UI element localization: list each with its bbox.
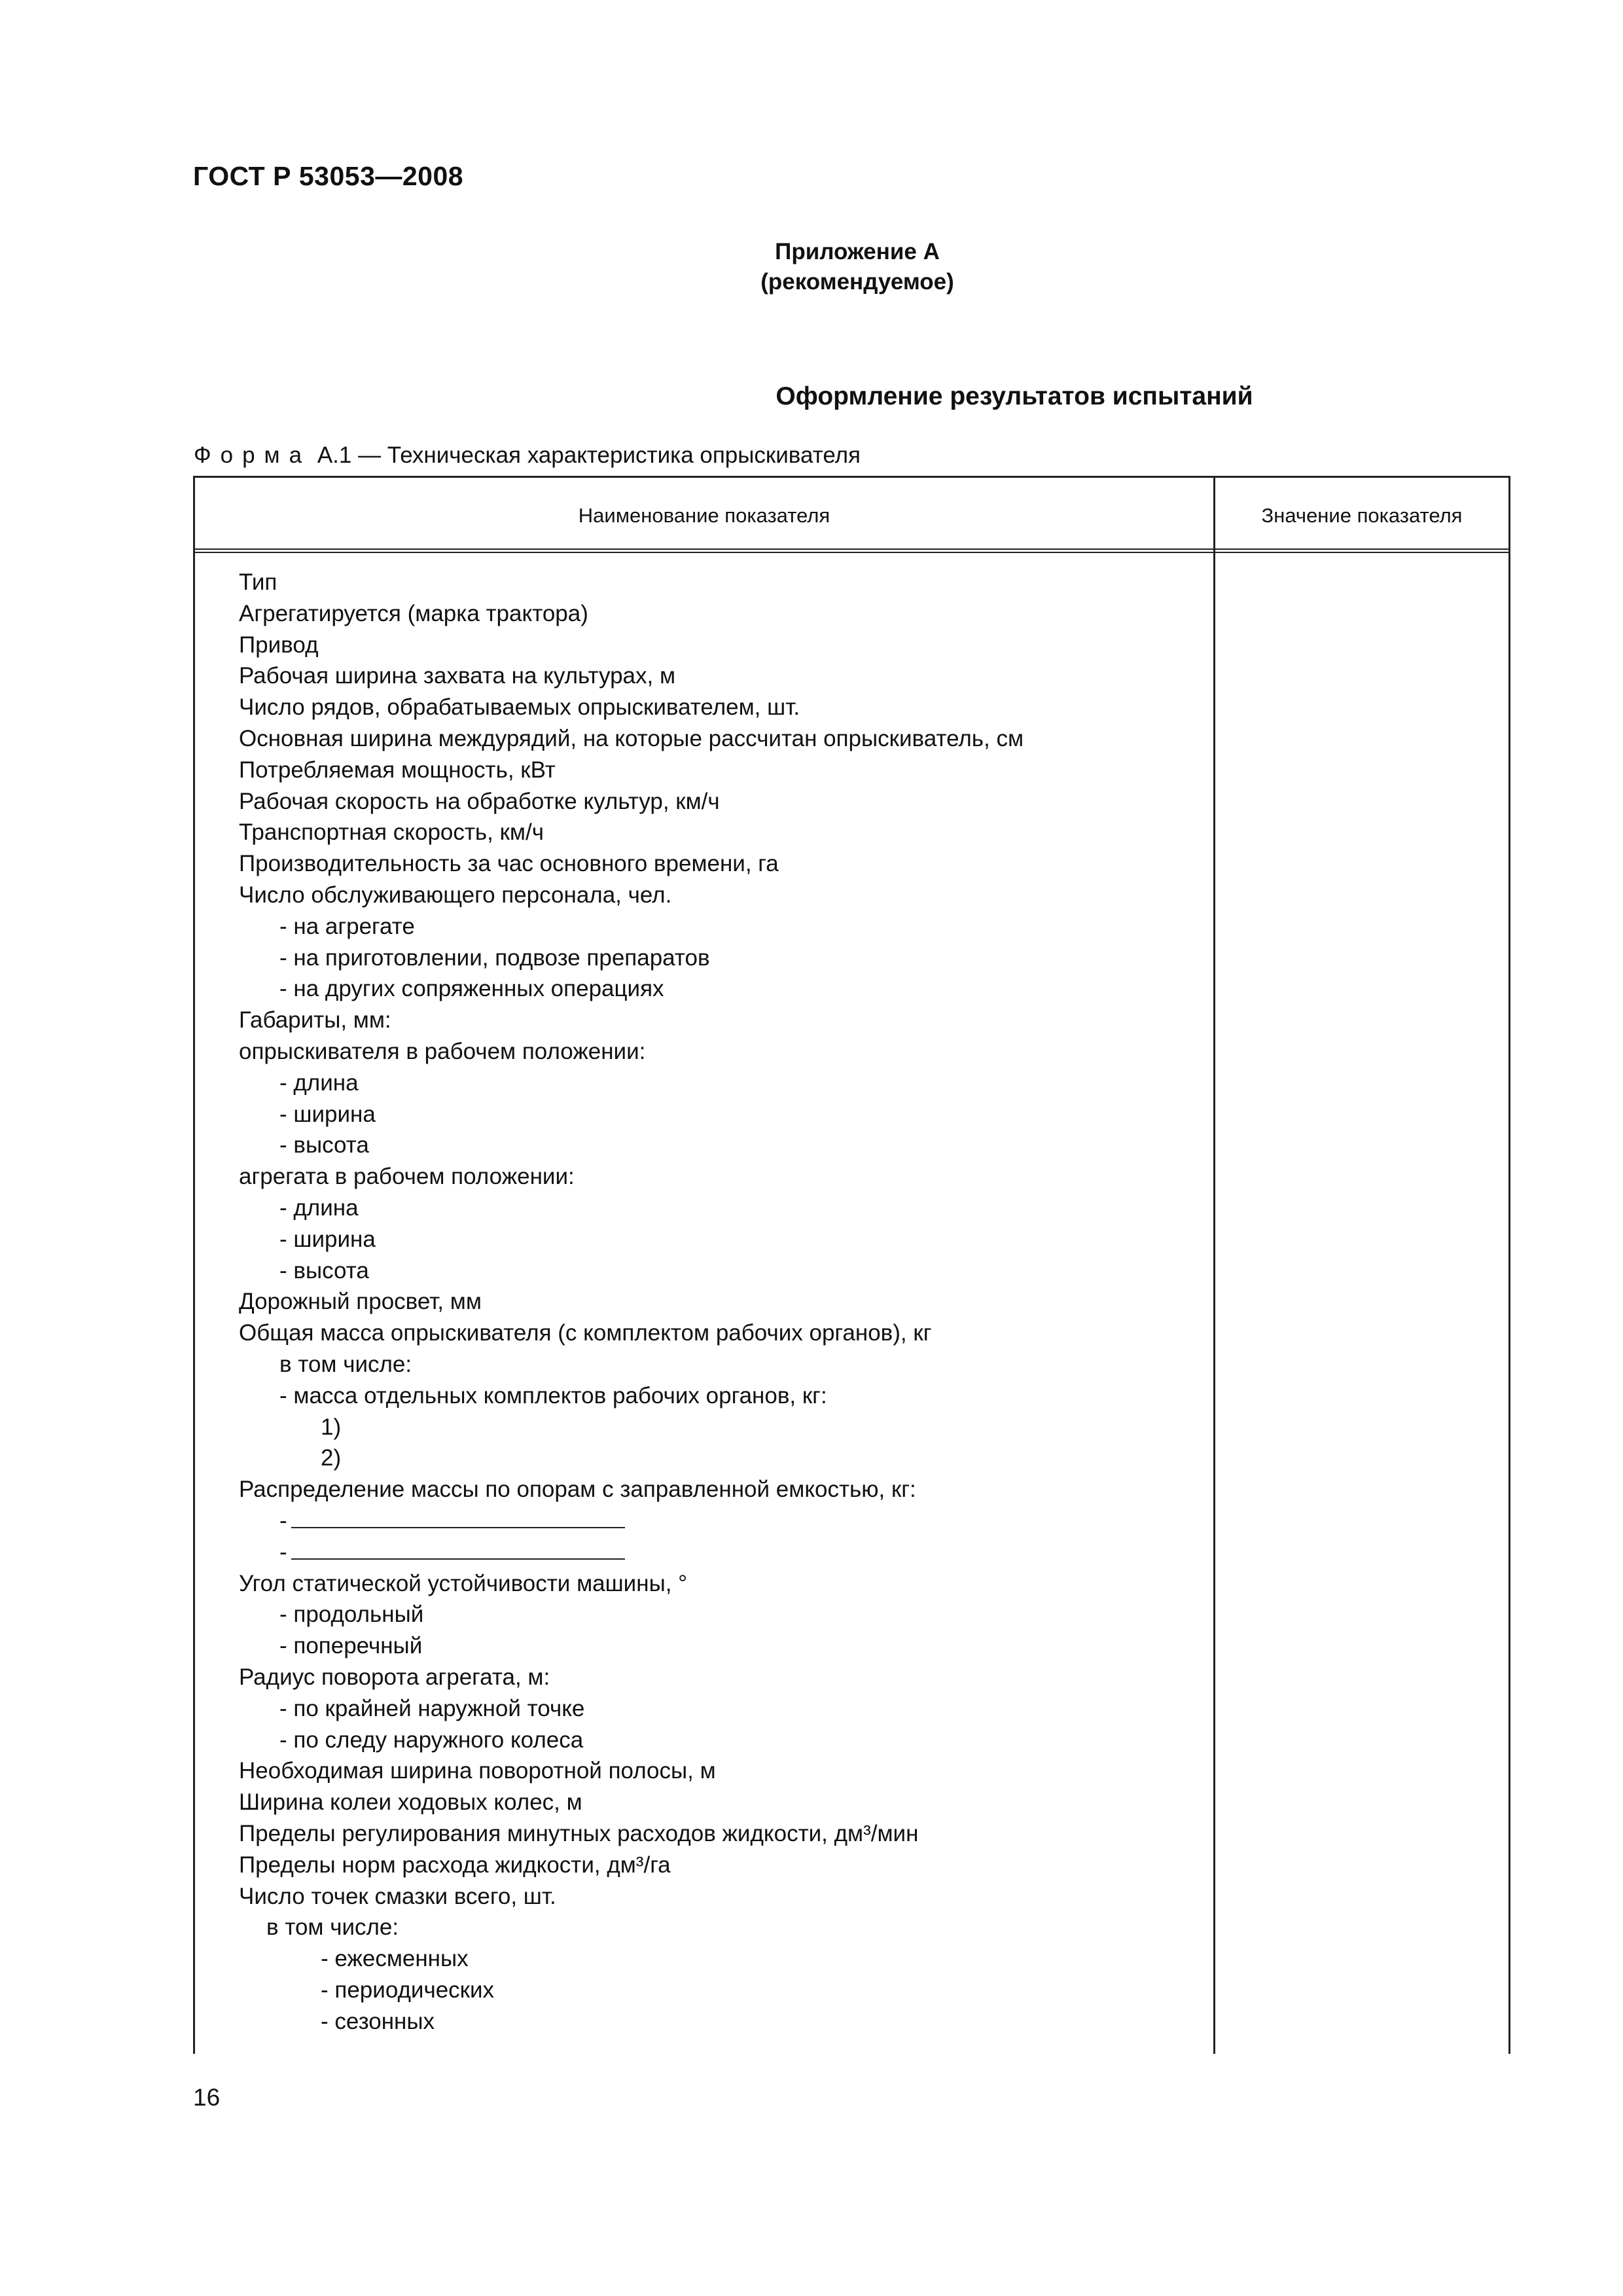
row-label: Число обслуживающего персонала, чел. (239, 882, 672, 908)
row-label: Рабочая скорость на обработке культур, км/ч (239, 788, 720, 814)
row-label: Пределы норм расхода жидкости, дм³/га (239, 1852, 671, 1878)
table-row (279, 1224, 376, 1255)
table-row (321, 1943, 469, 1975)
row-label: - (279, 1508, 287, 1534)
row-label: - высота (279, 1132, 369, 1158)
row-label: Необходимая ширина поворотной полосы, м (239, 1758, 716, 1784)
row-label: - сезонных (321, 2008, 435, 2034)
table-row (279, 911, 415, 942)
table-row (239, 660, 675, 692)
row-label: - ширина (279, 1101, 376, 1127)
appendix-heading (0, 237, 1623, 297)
table-row (279, 1599, 423, 1630)
row-label: - масса отдельных комплектов рабочих органов, кг: (279, 1382, 827, 1408)
row-label: - на приготовлении, подвозе препаратов (279, 944, 710, 971)
table-row (321, 1412, 341, 1443)
row-label: в том числе: (266, 1914, 399, 1941)
table-row (239, 1662, 550, 1693)
row-label: - по крайней наружной точке (279, 1695, 585, 1721)
table-row (266, 1912, 399, 1943)
table-row (239, 1318, 931, 1349)
table-row (239, 598, 588, 630)
row-label: Распределение массы по опорам с заправленной емкостью, кг: (239, 1477, 916, 1503)
row-label: Пределы регулирования минутных расходов жидкости, дм³/мин (239, 1821, 919, 1846)
table-row (239, 880, 671, 911)
row-label: агрегата в рабочем положении: (239, 1164, 575, 1190)
row-label: Тип (239, 569, 277, 595)
table-row (279, 942, 710, 974)
row-label: 2) (321, 1445, 342, 1471)
table-row (239, 723, 1024, 755)
row-label: Агрегатируется (марка трактора) (239, 600, 588, 626)
row-label: - (279, 1539, 287, 1565)
row-label: Угол статической устойчивости машины, ° (239, 1570, 688, 1596)
table-column-divider (1213, 476, 1215, 2054)
table-row (321, 1975, 494, 2006)
form-caption-text: А.1 — Техническая характеристика опрыскивателя (317, 442, 861, 468)
table-row (279, 1693, 584, 1725)
table-row (239, 786, 720, 817)
table-row (239, 1787, 582, 1818)
table-row (239, 817, 544, 848)
page-number: 16 (193, 2084, 221, 2111)
row-label: - ежесменных (321, 1946, 469, 1972)
row-label: - продольный (279, 1602, 424, 1628)
table-top-border (193, 476, 1510, 478)
fill-in-blank-line (291, 1539, 625, 1560)
table-row (239, 630, 319, 661)
table-row (279, 1099, 376, 1130)
row-label: Транспортная скорость, км/ч (239, 819, 544, 846)
table-row (279, 973, 664, 1005)
row-label: Потребляемая мощность, кВт (239, 757, 556, 783)
table-row (279, 1537, 625, 1568)
form-caption (194, 442, 861, 469)
section-title: Оформление результатов испытаний (776, 382, 1253, 410)
table-row (239, 1755, 716, 1787)
column-header-name: Наименование показателя (578, 504, 830, 527)
table-row (239, 1850, 671, 1881)
table-row (239, 1881, 556, 1912)
row-label: 1) (321, 1414, 342, 1440)
table-header-divider (193, 548, 1510, 553)
table-row (239, 1818, 918, 1850)
table-row (279, 1630, 422, 1662)
row-label: - поперечный (279, 1633, 423, 1659)
row-label: Привод (239, 632, 319, 658)
row-label: - периодических (321, 1977, 495, 2003)
table-row (239, 692, 800, 723)
table-row (239, 1036, 645, 1067)
table-row (239, 567, 277, 598)
row-label: - ширина (279, 1226, 376, 1252)
table-row (239, 1005, 391, 1036)
table-row (239, 848, 779, 880)
row-label: Число рядов, обрабатываемых опрыскивателем, шт. (239, 694, 800, 721)
row-label: - длина (279, 1195, 359, 1221)
row-label: в том числе: (279, 1352, 412, 1377)
table-right-border (1508, 476, 1510, 2054)
appendix-status: (рекомендуемое) (760, 269, 954, 295)
row-label: Дорожный просвет, мм (239, 1289, 482, 1315)
table-row (279, 1193, 359, 1224)
table-row (279, 1505, 625, 1537)
fill-in-blank-line (291, 1507, 625, 1528)
row-label: Радиус поворота агрегата, м: (239, 1664, 550, 1690)
table-row (239, 1286, 482, 1318)
appendix-title: Приложение А (775, 239, 940, 264)
form-label: Форма (194, 442, 312, 468)
table-row (279, 1725, 583, 1756)
table-row (239, 1474, 916, 1505)
table-left-border (193, 476, 195, 2054)
row-label: Ширина колеи ходовых колес, м (239, 1789, 582, 1816)
row-label: Рабочая ширина захвата на культурах, м (239, 663, 676, 689)
row-label: - высота (279, 1257, 369, 1283)
column-header-value: Значение показателя (1261, 504, 1463, 527)
row-label: - по следу наружного колеса (279, 1727, 584, 1753)
table-row (321, 1443, 341, 1474)
table-row (239, 1568, 687, 1600)
row-label: Основная ширина междурядий, на которые рассчитан опрыскиватель, см (239, 726, 1024, 751)
table-row (239, 755, 556, 786)
row-label: - на других сопряженных операциях (279, 976, 664, 1002)
row-label: Производительность за час основного времени, га (239, 851, 779, 877)
row-label: - на агрегате (279, 913, 415, 939)
document-code: ГОСТ Р 53053—2008 (193, 161, 464, 191)
row-label: Габариты, мм: (239, 1007, 391, 1033)
table-row (279, 1380, 827, 1412)
table-row (279, 1255, 369, 1287)
row-label: Общая масса опрыскивателя (с комплектом рабочих органов), кг (239, 1320, 932, 1346)
table-row (239, 1161, 575, 1193)
table-row (279, 1349, 412, 1380)
row-label: Число точек смазки всего, шт. (239, 1883, 556, 1909)
table-row (321, 2006, 435, 2037)
table-row (279, 1067, 359, 1099)
table-row (279, 1130, 369, 1161)
row-label: опрыскивателя в рабочем положении: (239, 1039, 646, 1064)
row-label: - длина (279, 1069, 359, 1096)
